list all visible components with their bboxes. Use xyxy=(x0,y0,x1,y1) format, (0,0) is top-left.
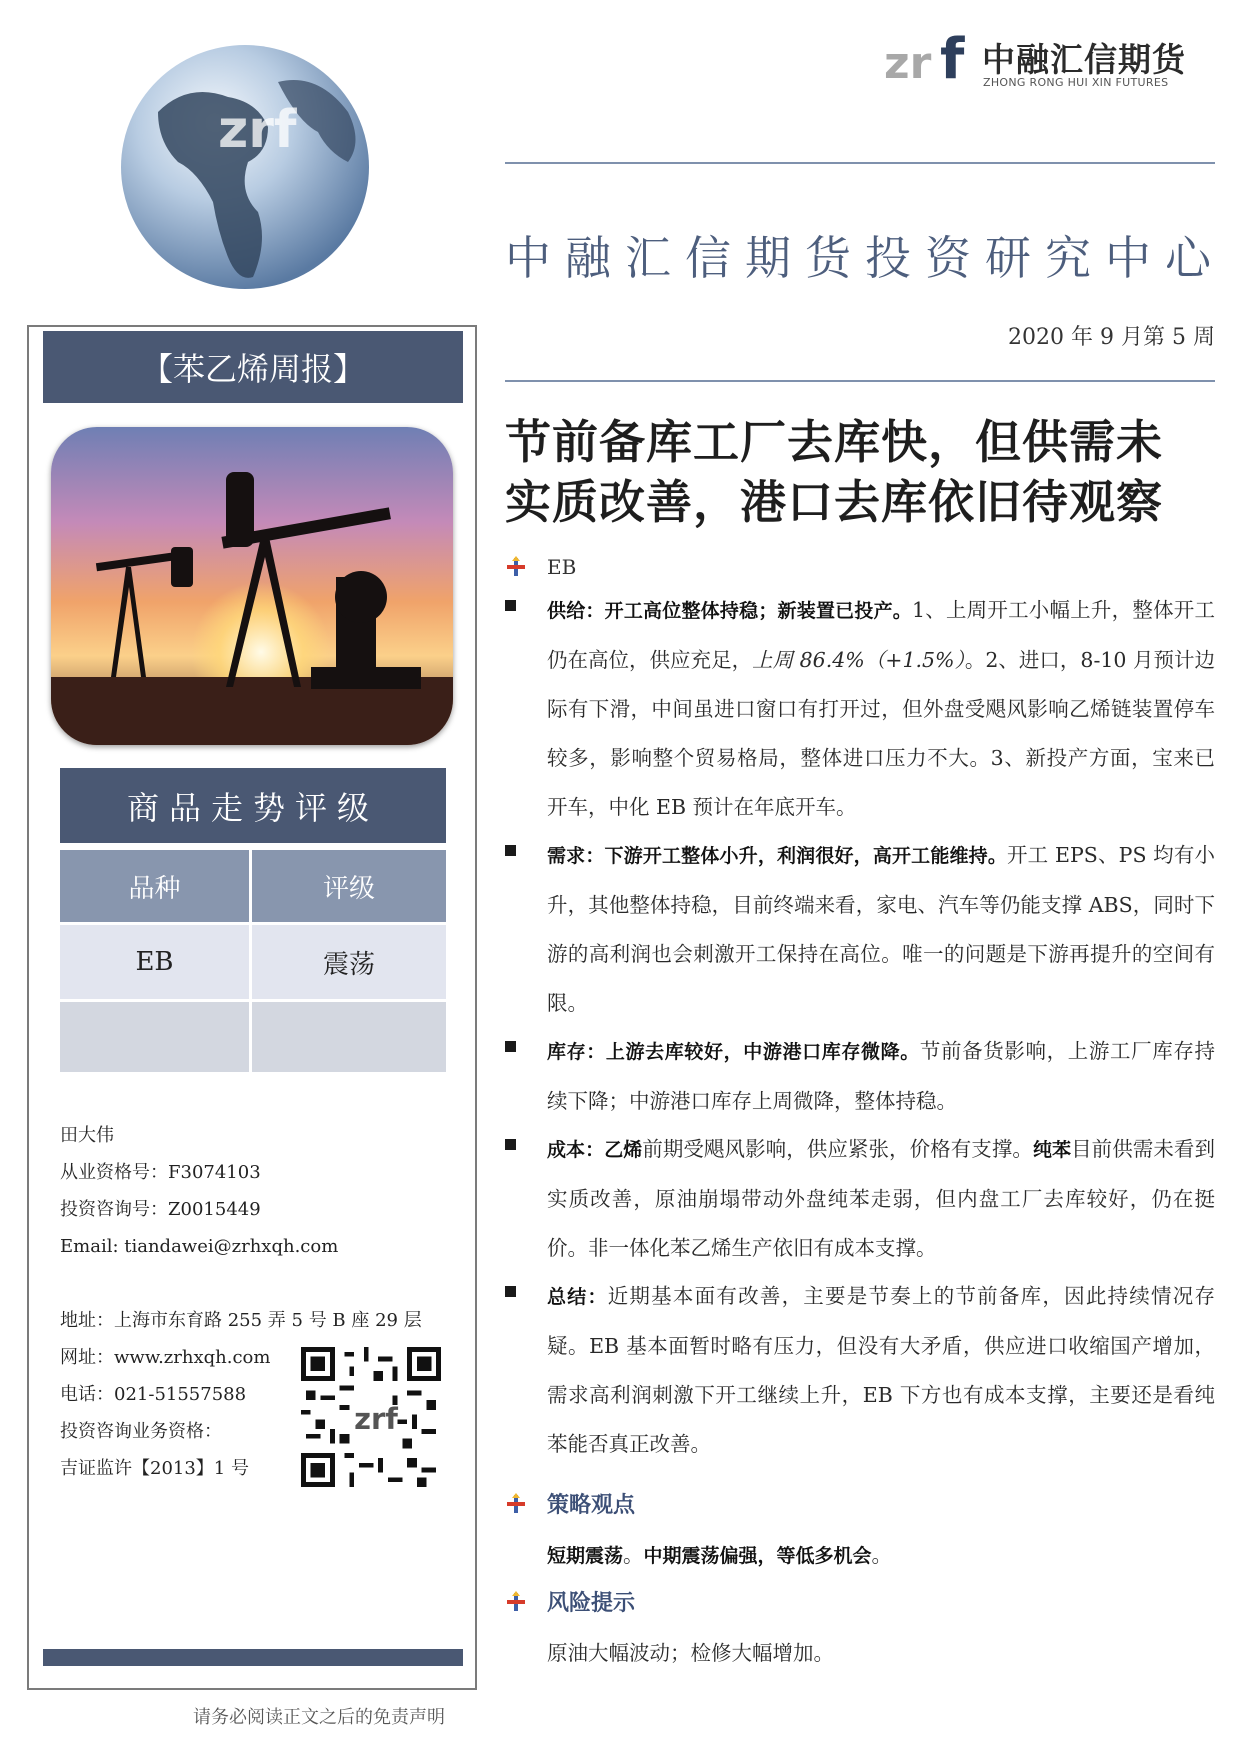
zrf-logo-icon xyxy=(884,26,976,92)
analyst-name: 田大伟 xyxy=(60,1125,114,1146)
bullet-body: 1、上周开工小幅上升，整体开工仍在高位，供应充足， xyxy=(547,598,1215,672)
qr-code[interactable] xyxy=(301,1347,441,1487)
bullet-body: 近期基本面有改善，主要是节奏上的节前备库，因此持续情况存疑。EB 基本面暂时略有压力，但没有大矛盾，供应进口收缩国产增加，需求高利润刺激下开工继续上升，EB 下方也有成本支撑，主要还是看纯苯能否真正改善。 xyxy=(547,1284,1215,1456)
bullet-text xyxy=(547,1125,1215,1273)
bullet-body: 前期受飓风影响，供应紧张，价格有支撑。 xyxy=(642,1137,1033,1161)
svg-text:zr: zr xyxy=(884,38,932,89)
svg-text:zrf: zrf xyxy=(354,1402,398,1437)
bullet-lead: 需求：下游开工整体小升，利润很好，高开工能维持。 xyxy=(547,845,1007,867)
oil-pump-photo xyxy=(51,427,453,745)
cell-variety: EB xyxy=(60,925,252,1002)
report-date: 2020 年 9 月第 5 周 xyxy=(1008,325,1215,350)
analyst-license: 从业资格号：F3074103 xyxy=(60,1162,261,1183)
company-website[interactable]: 网址：www.zrhxqh.com xyxy=(60,1347,271,1368)
bullet-body: 目前供需未看到实质改善，原油崩塌带动外盘纯苯走弱，但内盘工厂去库较好，仍在挺价。非一体化苯乙烯生产依旧有成本支撑。 xyxy=(547,1137,1215,1260)
strategy-short: 短期震荡 xyxy=(547,1545,624,1567)
headline-line: 节前备库工厂去库快，但供需未 xyxy=(505,415,1163,469)
rating-table-header xyxy=(60,850,446,925)
strategy-mid: 中期震荡偏强，等低多机会 xyxy=(643,1545,872,1567)
header-rule-bottom xyxy=(505,380,1215,382)
svg-text:f: f xyxy=(940,27,965,92)
strategy-text xyxy=(547,1538,892,1568)
bullet-body: 开工 EPS、PS 均有小升，其他整体持稳，目前终端来看，家电、汽车等仍能支撑 ABS，同时下游的高利润也会刺激开工保持在高位。唯一的问题是下游再提升的空间有限。 xyxy=(547,843,1215,1015)
globe-illustration xyxy=(118,42,373,292)
company-logo xyxy=(884,26,1186,92)
bullet-lead: 成本： xyxy=(547,1139,605,1161)
bullet-supply xyxy=(505,586,1215,832)
section-strategy-title: 策略观点 xyxy=(547,1493,636,1518)
company-name-cn: 中融汇信期货 xyxy=(982,40,1186,79)
research-center-title: 中融汇信期货投资研究中心 xyxy=(505,231,1225,285)
bullet-text xyxy=(547,1272,1215,1469)
section-strategy xyxy=(505,1488,635,1519)
section-risk-title: 风险提示 xyxy=(547,1591,636,1616)
section-risk xyxy=(505,1586,635,1617)
header-cell-variety: 品种 xyxy=(60,850,252,925)
bullet-summary xyxy=(505,1272,1215,1469)
bullet-bold: 纯苯 xyxy=(1032,1139,1072,1161)
company-address: 地址：上海市东育路 255 弄 5 号 B 座 29 层 xyxy=(60,1310,422,1331)
section-eb-label: EB xyxy=(547,555,577,579)
qualification-label: 投资咨询业务资格： xyxy=(60,1421,222,1442)
bullet-bold: 乙烯 xyxy=(604,1139,643,1161)
bullet-body: 节前备货影响，上游工厂库存持续下降；中游港口库存上周微降，整体持稳。 xyxy=(547,1039,1215,1113)
bullet-lead: 供给：开工高位整体持稳；新装置已投产。 xyxy=(547,600,912,622)
bullet-body: 。2、进口，8-10 月预计边际有下滑，中间虽进口窗口有打开过，但外盘受飓风影响乙烯链装置停车较多，影响整个贸易格局，整体进口压力不大。3、新投产方面，宝来已开车，中化 EB 预计在年底开车。 xyxy=(547,648,1216,819)
company-name-en: ZHONG RONG HUI XIN FUTURES xyxy=(983,76,1169,89)
report-type-banner: 【苯乙烯周报】 xyxy=(43,331,463,403)
rating-section-title: 商品走势评级 xyxy=(60,768,446,843)
cell-rating: 震荡 xyxy=(252,925,446,1002)
svg-text:zrf: zrf xyxy=(218,100,297,160)
bullet-lead: 总结： xyxy=(547,1286,608,1308)
bullet-italic: 上周 86.4%（+1.5%） xyxy=(752,648,965,672)
bullet-demand xyxy=(505,831,1215,1028)
bullet-square-icon xyxy=(505,1041,516,1052)
bullet-square-icon xyxy=(505,1139,516,1150)
bullet-inventory xyxy=(505,1027,1215,1126)
bullet-square-icon xyxy=(505,1286,516,1297)
strategy-end: 。 xyxy=(871,1543,893,1567)
analyst-consult-number: 投资咨询号：Z0015449 xyxy=(60,1199,261,1220)
analyst-info xyxy=(60,1117,338,1265)
bullet-cost xyxy=(505,1125,1215,1273)
cell-variety xyxy=(60,1002,252,1072)
bullet-text xyxy=(547,1027,1215,1126)
strategy-sep: 。 xyxy=(623,1543,644,1567)
pointer-arrow-icon xyxy=(505,1591,527,1613)
header-cell-rating: 评级 xyxy=(252,850,446,925)
bullet-square-icon xyxy=(505,600,516,611)
pointer-arrow-icon xyxy=(505,556,527,578)
table-row xyxy=(60,1002,446,1072)
sidebar-bottom-bar xyxy=(43,1649,463,1666)
cell-rating xyxy=(252,1002,446,1072)
company-phone: 电话：021-51557588 xyxy=(60,1384,247,1405)
bullet-square-icon xyxy=(505,845,516,856)
disclaimer-note: 请务必阅读正文之后的免责声明 xyxy=(193,1707,445,1728)
bullet-text xyxy=(547,831,1215,1028)
bullet-text xyxy=(547,586,1215,832)
bullet-lead: 库存：上游去库较好，中游港口库存微降。 xyxy=(547,1041,920,1063)
rating-table xyxy=(60,850,446,1072)
pointer-arrow-icon xyxy=(505,1493,527,1515)
headline-line: 实质改善，港口去库依旧待观察 xyxy=(505,475,1163,529)
table-row xyxy=(60,925,446,1002)
analyst-email[interactable]: Email: tiandawei@zrhxqh.com xyxy=(60,1236,339,1257)
qualification-value: 吉证监许【2013】1 号 xyxy=(60,1458,249,1479)
headline xyxy=(505,412,1220,532)
sidebar xyxy=(27,325,477,1690)
risk-text: 原油大幅波动；检修大幅增加。 xyxy=(547,1641,834,1665)
section-eb xyxy=(505,555,576,579)
header-rule-top xyxy=(505,162,1215,164)
